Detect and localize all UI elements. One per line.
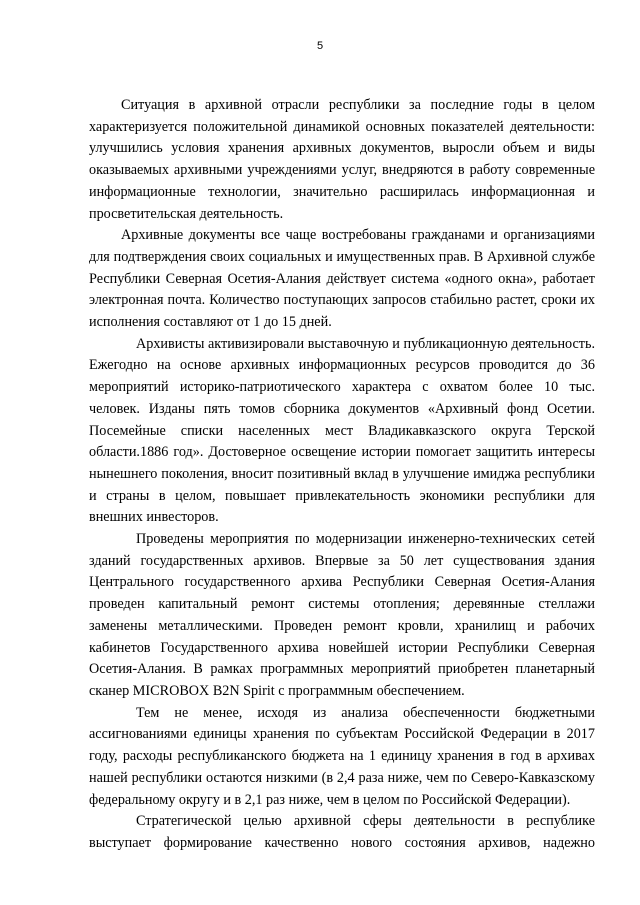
paragraph-exhibitions-publications: Архивисты активизировали выставочную и публикационную деятельность. Ежегодно на основе архивных информационных ресурсов проводится до 36 мероприятий историко-патриотического характера с охватом более 10 тыс. человек. Изданы пять томов сборника документов «Архивный фонд Осетии. Посемейные списки населенных мест Владикавказского округа Терской области.1886 год». Достоверное освещение истории помогает защитить интересы нынешнего поколения, вносит позитивный вклад в улучшение имиджа республики и страны в целом, повышает привлекательность экономики республики для внешних инвесторов.	[89, 335, 595, 526]
paragraph-archive-situation: Ситуация в архивной отрасли республики за последние годы в целом характеризуется положительной динамикой основных показателей деятельности: улучшились условия хранения архивных документов, выросли объем и виды оказываемых архивными учреждениями услуг, внедряются в работу современные информационные технологии, значительно расширилась информационная и просветительская деятельность.	[89, 97, 595, 222]
document-body	[89, 95, 595, 855]
paragraph-budget-funding: Тем не менее, исходя из анализа обеспеченности бюджетными ассигнованиями единицы хранения по субъектам Российской Федерации в 2017 году, расходы республиканского бюджета на 1 единицу хранения в год в архивах нашей республики остаются низкими (в 2,4 раза ниже, чем по Северо-Кавказскому федеральному округу и в 2,1 раз ниже, чем в целом по Российской Федерации).	[89, 704, 595, 808]
page-number: 5	[316, 40, 324, 52]
paragraph-modernization: Проведены мероприятия по модернизации инженерно-технических сетей зданий государственных архивов. Впервые за 50 лет существования здания Центрального государственного архива Республики Северная Осетия-Алания проведен капитальный ремонт системы отопления; деревянные стеллажи заменены металлическими. Проведен ремонт кровли, хранилищ и рабочих кабинетов Государственного архива новейшей истории Республики Северная Осетия-Алания. В рамках программных мероприятий приобретен планетарный сканер MICROBOX B2N Spirit с программным обеспечением.	[89, 531, 595, 699]
paragraph-strategic-goal: Стратегической целью архивной сферы деятельности в республике выступает формирование качественно нового состояния архивов, надежно	[89, 813, 595, 851]
paragraph-archive-requests: Архивные документы все чаще востребованы гражданами и организациями для подтверждения своих социальных и имущественных прав. В Архивной службе Республики Северная Осетия-Алания действует система «одного окна», работает электронная почта. Количество поступающих запросов стабильно растет, сроки их исполнения составляют от 1 до 15 дней.	[89, 227, 595, 331]
